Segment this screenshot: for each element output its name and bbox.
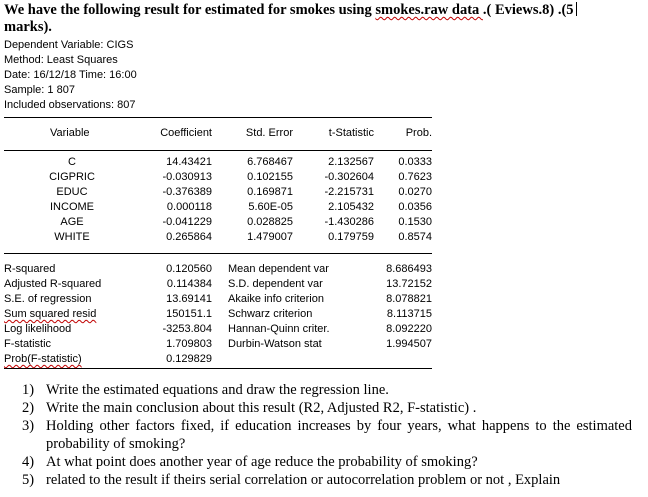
row-std-error: 6.768467 bbox=[247, 156, 293, 168]
row-std-error: 5.60E-05 bbox=[248, 201, 293, 213]
row-variable: WHITE bbox=[54, 231, 90, 243]
stat-label: Mean dependent var bbox=[228, 263, 329, 275]
stat-label: Adjusted R-squared bbox=[4, 278, 102, 290]
table-top-rule bbox=[4, 117, 432, 118]
question-number: 3) bbox=[22, 418, 35, 434]
stat-label: S.D. dependent var bbox=[228, 278, 323, 290]
question-text: related to the result if theirs serial correlation or autocorrelation problem or not , Explain bbox=[46, 472, 561, 488]
row-t-statistic: -2.215731 bbox=[324, 186, 374, 198]
stat-label: F-statistic bbox=[4, 338, 52, 350]
heading-text-1: We have the following result for estimated for smokes using bbox=[4, 2, 376, 18]
stat-label: Sum squared resid bbox=[4, 308, 97, 320]
col-coefficient: Coefficient bbox=[160, 127, 212, 139]
stat-value: 8.078821 bbox=[386, 293, 432, 305]
stat-label: S.E. of regression bbox=[4, 293, 92, 305]
row-variable: C bbox=[68, 156, 76, 168]
row-coefficient: 0.265864 bbox=[166, 231, 212, 243]
heading-text-3: marks). bbox=[4, 19, 52, 35]
question-list bbox=[22, 381, 632, 489]
question-number: 4) bbox=[22, 454, 35, 470]
stat-value: 8.092220 bbox=[386, 323, 432, 335]
row-t-statistic: 2.132567 bbox=[328, 156, 374, 168]
row-prob: 0.0270 bbox=[398, 186, 432, 198]
stat-value: 1.709803 bbox=[166, 338, 212, 350]
stat-value: 0.114384 bbox=[166, 278, 212, 290]
row-std-error: 1.479007 bbox=[247, 231, 293, 243]
row-coefficient: -0.376389 bbox=[162, 186, 212, 198]
table-header-rule bbox=[4, 150, 432, 151]
stat-label: R-squared bbox=[4, 263, 56, 275]
stat-value: 0.120560 bbox=[166, 263, 212, 275]
row-coefficient: 0.000118 bbox=[166, 201, 212, 213]
observations-count: Included observations: 807 bbox=[4, 99, 136, 111]
col-prob: Prob. bbox=[405, 127, 432, 139]
row-std-error: 0.169871 bbox=[247, 186, 293, 198]
row-coefficient: -0.041229 bbox=[162, 216, 212, 228]
question-text: At what point does another year of age reduce the probability of smoking? bbox=[46, 454, 478, 470]
list-item bbox=[22, 399, 632, 417]
list-item bbox=[22, 417, 632, 453]
row-prob: 0.8574 bbox=[398, 231, 432, 243]
row-coefficient: -0.030913 bbox=[162, 171, 212, 183]
stat-value: 0.129829 bbox=[166, 353, 212, 365]
dependent-variable: Dependent Variable: CIGS bbox=[4, 39, 134, 51]
stat-value: 150151.1 bbox=[166, 308, 212, 320]
stat-value: 13.72152 bbox=[386, 278, 432, 290]
row-variable: INCOME bbox=[50, 201, 94, 213]
stat-label: Hannan-Quinn criter. bbox=[228, 323, 330, 335]
stat-value: 13.69141 bbox=[166, 293, 212, 305]
question-number: 2) bbox=[22, 400, 35, 416]
question-number: 5) bbox=[22, 472, 35, 488]
row-variable: CIGPRIC bbox=[49, 171, 95, 183]
question-text: Holding other factors fixed, if education increases by four years, what happens to the estimated probability of smoking? bbox=[46, 418, 632, 452]
stat-value: -3253.804 bbox=[162, 323, 212, 335]
row-t-statistic: 0.179759 bbox=[328, 231, 374, 243]
col-variable: Variable bbox=[50, 127, 90, 139]
estimation-method: Method: Least Squares bbox=[4, 54, 118, 66]
row-coefficient: 14.43421 bbox=[166, 156, 212, 168]
question-text: Write the main conclusion about this result (R2, Adjusted R2, F-statistic) . bbox=[46, 400, 477, 416]
row-t-statistic: -0.302604 bbox=[324, 171, 374, 183]
table-stats-rule bbox=[4, 253, 432, 254]
row-prob: 0.7623 bbox=[398, 171, 432, 183]
stat-value: 8.113715 bbox=[386, 308, 432, 320]
list-item bbox=[22, 471, 632, 489]
heading-text-2: .( Eviews.8) .(5 bbox=[482, 2, 574, 18]
text-cursor bbox=[576, 2, 577, 16]
row-std-error: 0.102155 bbox=[247, 171, 293, 183]
stat-label: Schwarz criterion bbox=[228, 308, 313, 320]
list-item bbox=[22, 453, 632, 471]
row-std-error: 0.028825 bbox=[247, 216, 293, 228]
row-t-statistic: -1.430286 bbox=[324, 216, 374, 228]
question-heading bbox=[4, 2, 644, 36]
stat-label: Prob(F-statistic) bbox=[4, 353, 82, 365]
row-t-statistic: 2.105432 bbox=[328, 201, 374, 213]
stat-label: Log likelihood bbox=[4, 323, 72, 335]
col-std-error: Std. Error bbox=[245, 127, 293, 139]
estimation-date: Date: 16/12/18 Time: 16:00 bbox=[4, 69, 137, 81]
row-prob: 0.0356 bbox=[398, 201, 432, 213]
eviews-output-header bbox=[4, 38, 644, 113]
sample-range: Sample: 1 807 bbox=[4, 84, 75, 96]
stat-value: 1.994507 bbox=[386, 338, 432, 350]
stat-label: Durbin-Watson stat bbox=[228, 338, 322, 350]
row-prob: 0.1530 bbox=[398, 216, 432, 228]
row-variable: EDUC bbox=[56, 186, 88, 198]
question-number: 1) bbox=[22, 382, 35, 398]
col-t-statistic: t-Statistic bbox=[328, 127, 374, 139]
question-text: Write the estimated equations and draw the regression line. bbox=[46, 382, 389, 398]
table-bottom-rule bbox=[4, 368, 432, 369]
row-prob: 0.0333 bbox=[398, 156, 432, 168]
stat-value: 8.686493 bbox=[386, 263, 432, 275]
row-variable: AGE bbox=[60, 216, 84, 228]
list-item bbox=[22, 381, 632, 399]
dataset-name: smokes.raw data bbox=[375, 2, 483, 18]
stat-label: Akaike info criterion bbox=[228, 293, 324, 305]
